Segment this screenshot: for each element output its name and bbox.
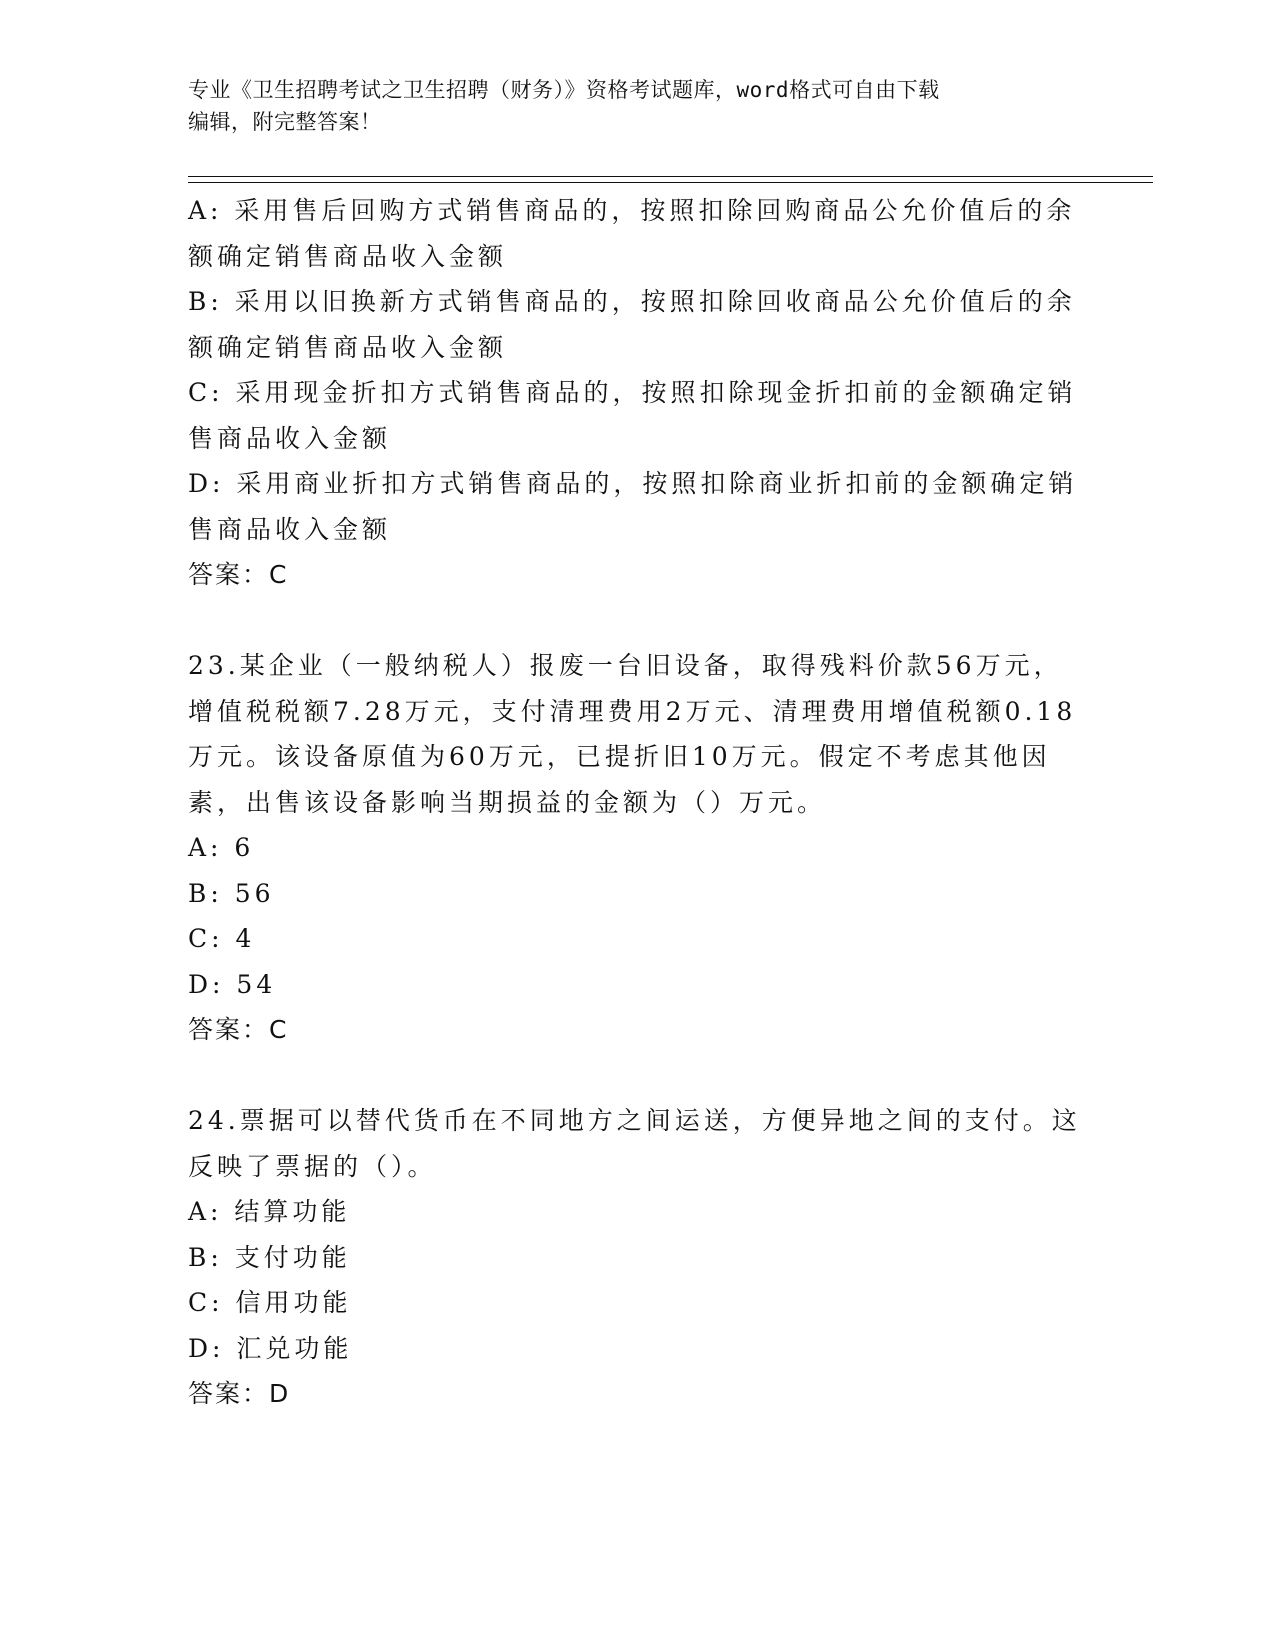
question-24 — [188, 1098, 1088, 1417]
document-header — [188, 74, 1088, 138]
q24-option-a: A: 结算功能 — [188, 1197, 351, 1226]
q23-option-d: D: 54 — [188, 969, 277, 999]
q22-answer: 答案：C — [188, 560, 289, 589]
q23-stem-line-4: 素，出售该设备影响当期损益的金额为（）万元。 — [188, 787, 827, 817]
q23-answer: 答案：C — [188, 1015, 289, 1044]
q22-option-c-line-1: C: 采用现金折扣方式销售商品的，按照扣除现金折扣前的金额确定销 — [188, 378, 1077, 407]
q24-option-c: C: 信用功能 — [188, 1288, 352, 1317]
question-22 — [188, 188, 1088, 598]
q23-option-b: B: 56 — [188, 878, 275, 908]
q22-option-d-line-1: D: 采用商业折扣方式销售商品的，按照扣除商业折扣前的金额确定销 — [188, 469, 1078, 498]
q22-option-a-line-1: A: 采用售后回购方式销售商品的，按照扣除回购商品公允价值后的余 — [188, 196, 1076, 225]
q22-option-a-line-2: 额确定销售商品收入金额 — [188, 241, 508, 271]
q24-option-d: D: 汇兑功能 — [188, 1333, 353, 1363]
q23-option-a: A: 6 — [188, 833, 255, 862]
document-body — [188, 188, 1088, 1417]
q22-option-c-line-2: 售商品收入金额 — [188, 423, 392, 453]
q23-stem-line-1: 23.某企业（一般纳税人）报废一台旧设备，取得残料价款56万元， — [188, 651, 1063, 680]
q24-option-b: B: 支付功能 — [188, 1242, 351, 1272]
header-divider-top — [188, 176, 1153, 177]
header-line-1: 专业《卫生招聘考试之卫生招聘（财务）》资格考试题库，word格式可自由下载 — [188, 78, 940, 102]
q23-stem-line-3: 万元。该设备原值为60万元，已提折旧10万元。假定不考虑其他因 — [188, 742, 1051, 771]
q24-stem-line-1: 24.票据可以替代货币在不同地方之间运送，方便异地之间的支付。这 — [188, 1106, 1081, 1135]
q24-answer: 答案：D — [188, 1379, 291, 1408]
header-line-2: 编辑，附完整答案！ — [188, 110, 382, 134]
q23-option-c: C: 4 — [188, 924, 256, 953]
spacer — [188, 1053, 1088, 1099]
q22-option-d-line-2: 售商品收入金额 — [188, 514, 392, 544]
q24-stem-line-2: 反映了票据的（）。 — [188, 1151, 437, 1181]
q23-stem-line-2: 增值税税额7.28万元，支付清理费用2万元、清理费用增值税额0.18 — [188, 696, 1077, 726]
header-divider-bottom — [188, 182, 1153, 183]
q22-option-b-line-1: B: 采用以旧换新方式销售商品的，按照扣除回收商品公允价值后的余 — [188, 287, 1076, 316]
question-23 — [188, 643, 1088, 1053]
q22-option-b-line-2: 额确定销售商品收入金额 — [188, 332, 508, 362]
spacer — [188, 598, 1088, 644]
